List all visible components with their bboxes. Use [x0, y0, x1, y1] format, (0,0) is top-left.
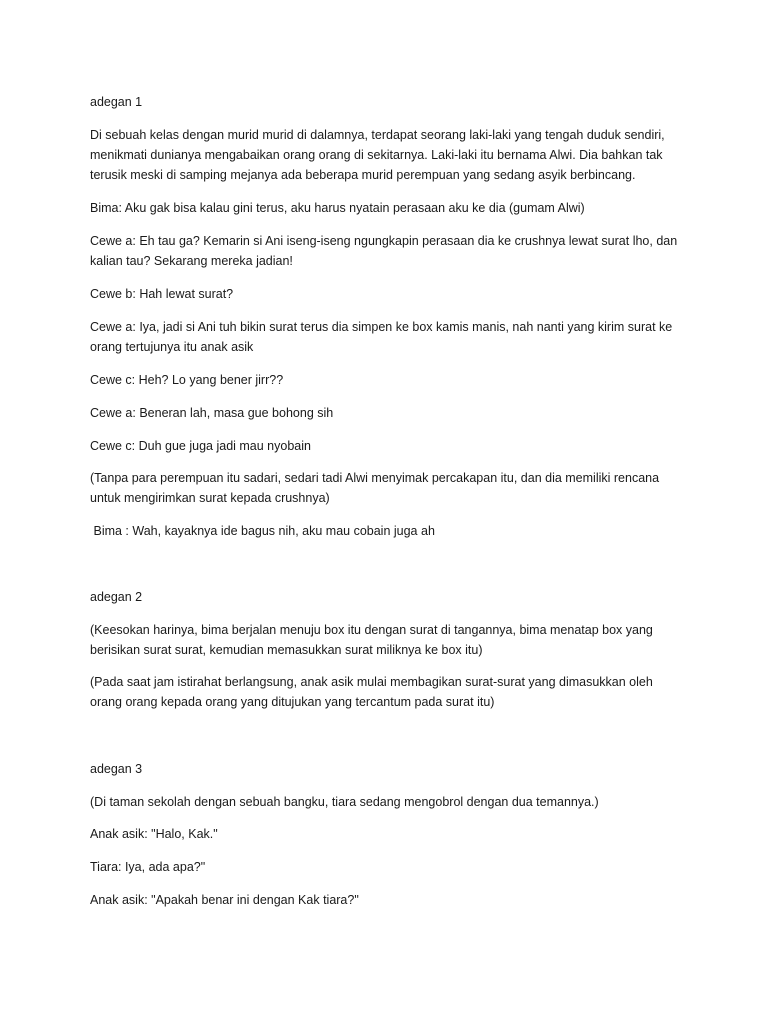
dialogue-line: Cewe b: Hah lewat surat? [90, 287, 234, 301]
dialogue-line: Anak asik: "Apakah benar ini dengan Kak tiara?" [90, 893, 359, 907]
dialogue-line: Cewe c: Duh gue juga jadi mau nyobain [90, 439, 311, 453]
dialogue-line: Bima : Wah, kayaknya ide bagus nih, aku mau cobain juga ah [90, 524, 435, 538]
scene-heading-3: adegan 3 [90, 762, 143, 776]
dialogue-line: Cewe a: Eh tau ga? Kemarin si Ani iseng-iseng ngungkapin perasaan dia ke crushnya lewat surat lho, dan kalian tau? Sekarang mereka jadian! [90, 234, 678, 268]
stage-direction: (Tanpa para perempuan itu sadari, sedari tadi Alwi menyimak percakapan itu, dan dia memiliki rencana untuk mengirimkan surat kepada crushnya) [90, 471, 660, 505]
scene-heading-1: adegan 1 [90, 95, 143, 109]
dialogue-line: Anak asik: "Halo, Kak." [90, 827, 218, 841]
dialogue-line: Cewe c: Heh? Lo yang bener jirr?? [90, 373, 284, 387]
stage-direction: (Keesokan harinya, bima berjalan menuju box itu dengan surat di tangannya, bima menatap box yang berisikan surat surat, kemudian memasukkan surat miliknya ke box itu) [90, 623, 653, 657]
dialogue-line: Bima: Aku gak bisa kalau gini terus, aku harus nyatain perasaan aku ke dia (gumam Alwi) [90, 201, 585, 215]
dialogue-line: Cewe a: Beneran lah, masa gue bohong sih [90, 406, 334, 420]
narration-paragraph: Di sebuah kelas dengan murid murid di dalamnya, terdapat seorang laki-laki yang tengah duduk sendiri, menikmati dunianya mengabaikan orang orang di sekitarnya. Laki-laki itu bernama Alwi. Dia bahkan tak terusik meski di samping mejanya ada beberapa murid perempuan yang sedang asyik berbincang. [90, 128, 665, 182]
stage-direction: (Pada saat jam istirahat berlangsung, anak asik mulai membagikan surat-surat yang dimasukkan oleh orang orang kepada orang yang ditujukan yang tercantum pada surat itu) [90, 675, 653, 709]
scene-heading-2: adegan 2 [90, 590, 143, 604]
stage-direction: (Di taman sekolah dengan sebuah bangku, tiara sedang mengobrol dengan dua temannya.) [90, 795, 599, 809]
dialogue-line: Tiara: Iya, ada apa?" [90, 860, 206, 874]
dialogue-line: Cewe a: Iya, jadi si Ani tuh bikin surat terus dia simpen ke box kamis manis, nah nanti yang kirim surat ke orang tertujunya itu anak asik [90, 320, 673, 354]
